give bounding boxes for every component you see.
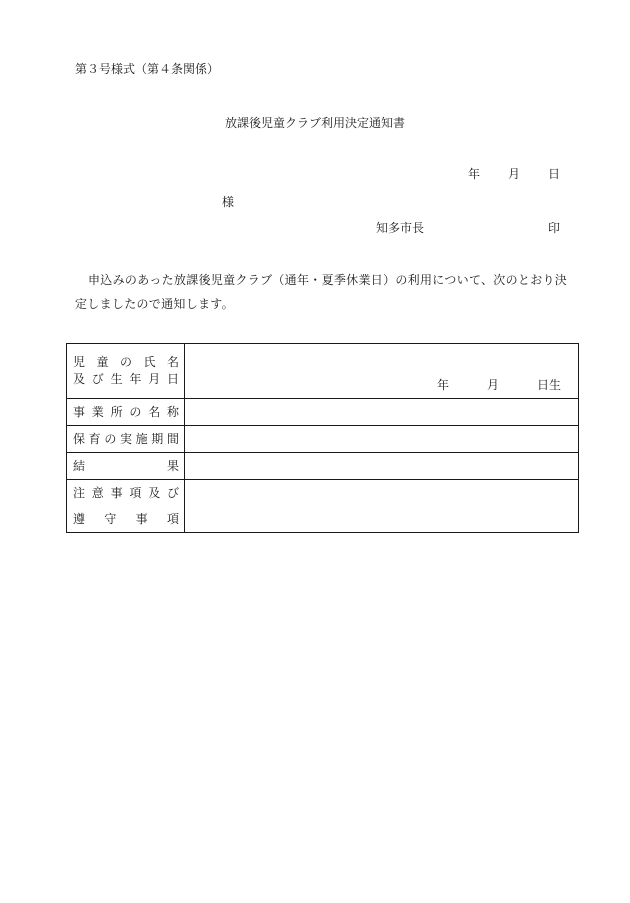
child-name-label-line1: 児 童 の 氏 名 [73,355,179,369]
period-value[interactable] [185,426,579,453]
form-number: 第３号様式（第４条関係） [75,62,220,76]
notes-label [67,480,185,533]
birth-day: 日生 [536,378,561,392]
table-row [67,480,579,533]
notes-label-line1: 注 意 事 項 及 び [73,486,179,500]
table-row [67,453,579,480]
birth-year: 年 [437,378,450,392]
document-title: 放課後児童クラブ利用決定通知書 [224,116,405,130]
period-label: 保 育 の 実 施 期 間 [67,426,185,453]
date-day: 日 [547,167,560,181]
child-name-label-line2: 及 び 生 年 月 日 [73,372,179,386]
date-month: 月 [507,167,520,181]
result-value[interactable] [185,453,579,480]
table-row [67,426,579,453]
notes-label-line2: 遵 守 事 項 [73,512,179,526]
issuer-seal: 印 [547,221,560,235]
table-row [67,399,579,426]
result-label: 結 果 [67,453,185,480]
child-name-label [67,344,185,399]
date-line [468,167,560,181]
child-name-value[interactable] [185,344,579,399]
issuer-name: 知多市長 [376,221,425,235]
facility-value[interactable] [185,399,579,426]
body-text: 申込みのあった放課後児童クラブ（通年・夏季休業日）の利用について、次のとおり決定しましたので通知します。 [75,273,568,311]
info-table [66,343,579,533]
table-row [67,344,579,399]
facility-label: 事 業 所 の 名 称 [67,399,185,426]
birth-date [437,378,561,392]
notes-value[interactable] [185,480,579,533]
date-year: 年 [468,167,481,181]
addressee-honorific: 様 [222,195,235,209]
issuer-line [376,221,560,235]
birth-month: 月 [486,378,499,392]
